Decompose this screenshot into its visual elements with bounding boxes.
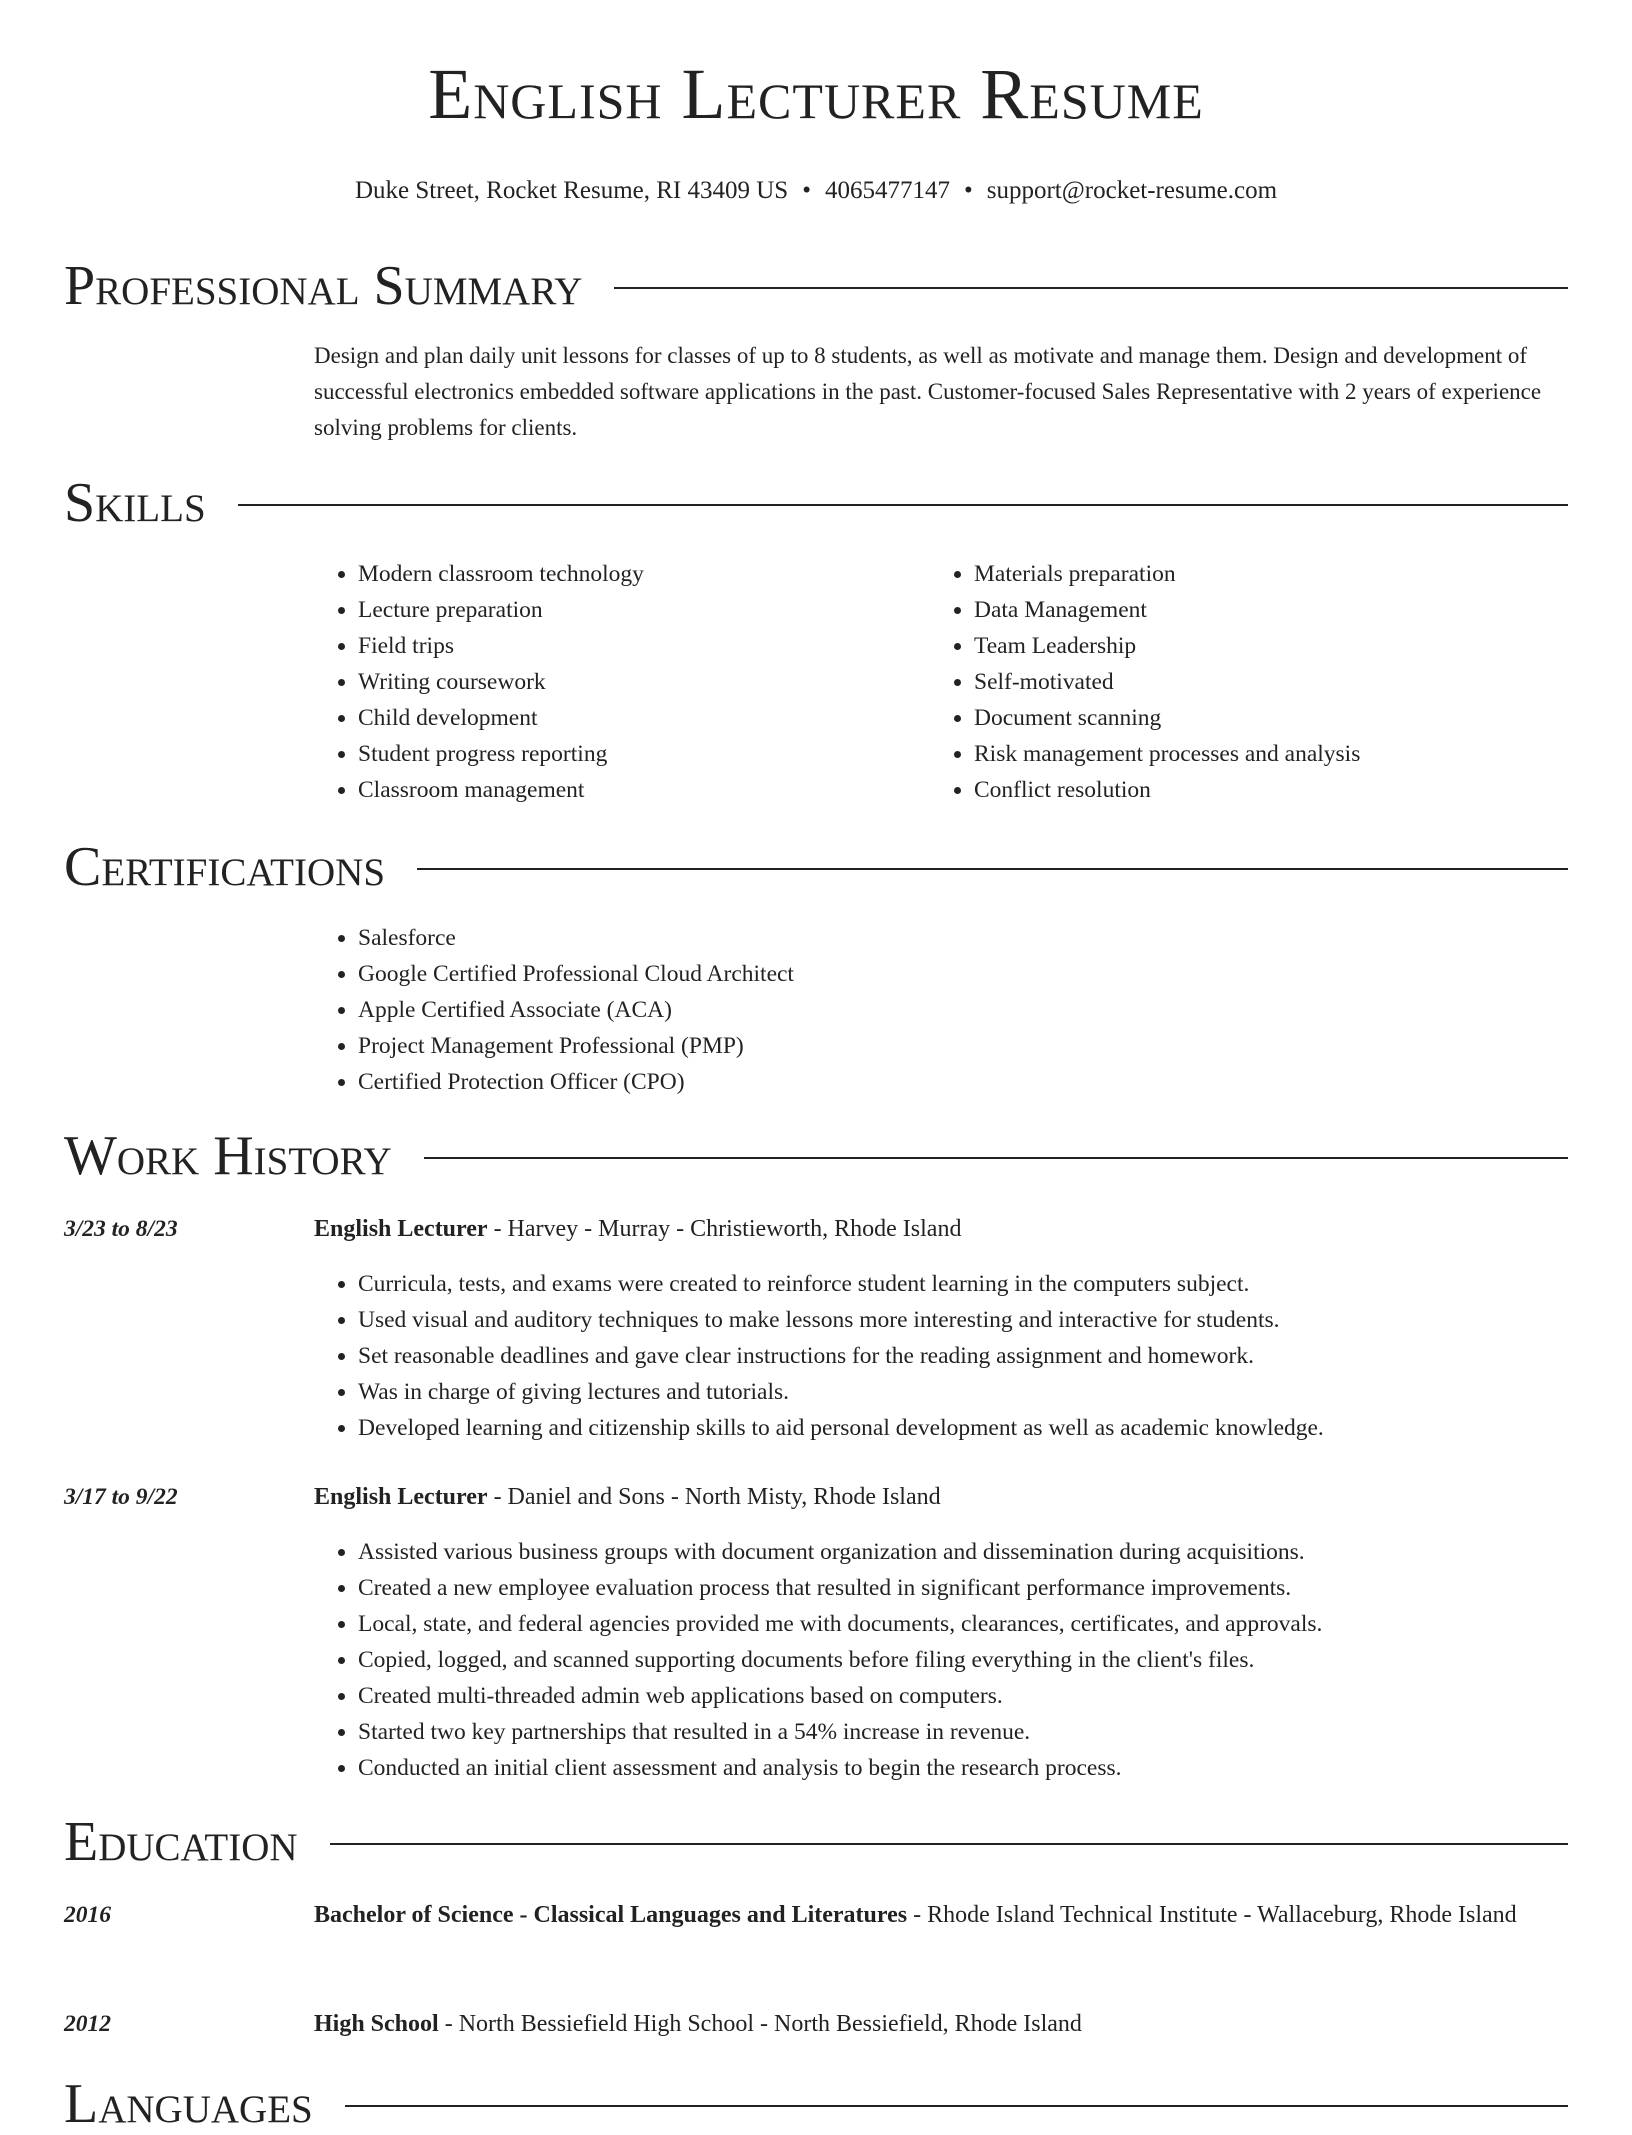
work-heading-text: Work History bbox=[64, 1125, 392, 1187]
job-title: English Lecturer bbox=[314, 1216, 488, 1242]
work-bullet: • Developed learning and citizenship skills to aid personal development as well as academic knowledge. bbox=[358, 1410, 1568, 1446]
skill-item: • Materials preparation bbox=[974, 556, 1546, 592]
certifications-list bbox=[314, 920, 1568, 1100]
education-year: 2016 bbox=[64, 1902, 111, 1928]
summary-heading bbox=[64, 255, 1568, 317]
certifications-heading-text: Certifications bbox=[64, 836, 386, 898]
job-title: English Lecturer bbox=[314, 1484, 488, 1510]
heading-rule bbox=[417, 868, 1568, 870]
skill-item: • Conflict resolution bbox=[974, 772, 1546, 808]
certification-item: • Apple Certified Associate (ACA) bbox=[358, 992, 1568, 1028]
skills-heading bbox=[64, 472, 1568, 534]
school-location: - North Bessiefield High School - North Bessiefield, Rhode Island bbox=[438, 2011, 1082, 2037]
skill-item: • Classroom management bbox=[358, 772, 930, 808]
heading-rule bbox=[614, 287, 1568, 289]
skills-column-right bbox=[930, 556, 1546, 808]
school-location: - Rhode Island Technical Institute - Wallaceburg, Rhode Island bbox=[907, 1902, 1517, 1928]
work-bullet: • Was in charge of giving lectures and tutorials. bbox=[358, 1374, 1568, 1410]
work-bullet: • Assisted various business groups with document organization and dissemination during acquisitions. bbox=[358, 1534, 1568, 1570]
certification-item: • Salesforce bbox=[358, 920, 1568, 956]
resume-title: English Lecturer Resume bbox=[428, 54, 1204, 134]
certification-item: • Project Management Professional (PMP) bbox=[358, 1028, 1568, 1064]
employer-location: - Harvey - Murray - Christieworth, Rhode Island bbox=[487, 1216, 962, 1242]
heading-rule bbox=[424, 1157, 1568, 1159]
work-bullet: • Curricula, tests, and exams were created to reinforce student learning in the computers subject. bbox=[358, 1266, 1568, 1302]
phone: 4065477147 bbox=[824, 177, 950, 204]
degree: Bachelor of Science - Classical Languages and Literatures bbox=[314, 1902, 908, 1928]
work-bullets bbox=[314, 1266, 1568, 1446]
employer-location: - Daniel and Sons - North Misty, Rhode Island bbox=[487, 1484, 941, 1510]
certifications-heading bbox=[64, 836, 1568, 898]
skill-item: • Child development bbox=[358, 700, 930, 736]
summary-text: Design and plan daily unit lessons for classes of up to 8 students, as well as motivate and manage them. Design and development of successful electronics embedded software applications in the past. Customer-focused Sales Representative with 2 years of experience solving problems for clients. bbox=[314, 343, 1542, 440]
work-bullet: • Conducted an initial client assessment and analysis to begin the research process. bbox=[358, 1750, 1568, 1786]
work-dates: 3/17 to 9/22 bbox=[64, 1484, 178, 1510]
skill-item: • Field trips bbox=[358, 628, 930, 664]
skill-item: • Self-motivated bbox=[974, 664, 1546, 700]
work-heading bbox=[64, 1125, 1568, 1187]
education-heading bbox=[64, 1811, 1568, 1873]
languages-heading-text: Languages bbox=[64, 2073, 313, 2135]
work-bullet: • Created a new employee evaluation process that resulted in significant performance improvements. bbox=[358, 1570, 1568, 1606]
work-dates: 3/23 to 8/23 bbox=[64, 1216, 178, 1242]
work-entry-header bbox=[314, 1209, 1568, 1249]
work-bullet: • Started two key partnerships that resulted in a 54% increase in revenue. bbox=[358, 1714, 1568, 1750]
degree: High School bbox=[314, 2011, 439, 2037]
certification-item: • Google Certified Professional Cloud Architect bbox=[358, 956, 1568, 992]
skill-item: • Risk management processes and analysis bbox=[974, 736, 1546, 772]
skill-item: • Document scanning bbox=[974, 700, 1546, 736]
work-bullet: • Used visual and auditory techniques to make lessons more interesting and interactive for students. bbox=[358, 1302, 1568, 1338]
work-entry-header bbox=[314, 1477, 1568, 1517]
skill-item: • Writing coursework bbox=[358, 664, 930, 700]
education-entry bbox=[314, 1895, 1568, 1935]
email: support@rocket-resume.com bbox=[986, 177, 1278, 204]
separator-dot: • bbox=[802, 177, 811, 204]
education-entry bbox=[314, 2004, 1568, 2044]
skills-column-left bbox=[314, 556, 930, 808]
skill-item: • Lecture preparation bbox=[358, 592, 930, 628]
work-bullet: • Set reasonable deadlines and gave clear instructions for the reading assignment and homework. bbox=[358, 1338, 1568, 1374]
address: Duke Street, Rocket Resume, RI 43409 US bbox=[354, 177, 789, 204]
heading-rule bbox=[238, 504, 1568, 506]
contact-line bbox=[0, 176, 1632, 206]
work-bullets bbox=[314, 1534, 1568, 1786]
skills-heading-text: Skills bbox=[64, 472, 206, 534]
summary-heading-text: Professional Summary bbox=[64, 255, 583, 317]
work-bullet: • Local, state, and federal agencies provided me with documents, clearances, certificates, and approvals. bbox=[358, 1606, 1568, 1642]
skill-item: • Student progress reporting bbox=[358, 736, 930, 772]
work-bullet: • Created multi-threaded admin web applications based on computers. bbox=[358, 1678, 1568, 1714]
skills-list bbox=[314, 556, 1568, 808]
separator-dot: • bbox=[963, 177, 973, 204]
work-bullet: • Copied, logged, and scanned supporting documents before filing everything in the client's files. bbox=[358, 1642, 1568, 1678]
skill-item: • Data Management bbox=[974, 592, 1546, 628]
languages-heading bbox=[64, 2073, 1568, 2135]
certification-item: • Certified Protection Officer (CPO) bbox=[358, 1064, 1568, 1100]
skill-item: • Modern classroom technology bbox=[358, 556, 930, 592]
heading-rule bbox=[330, 1843, 1568, 1845]
education-year: 2012 bbox=[64, 2011, 111, 2037]
education-heading-text: Education bbox=[64, 1811, 298, 1873]
heading-rule bbox=[345, 2105, 1568, 2107]
skill-item: • Team Leadership bbox=[974, 628, 1546, 664]
